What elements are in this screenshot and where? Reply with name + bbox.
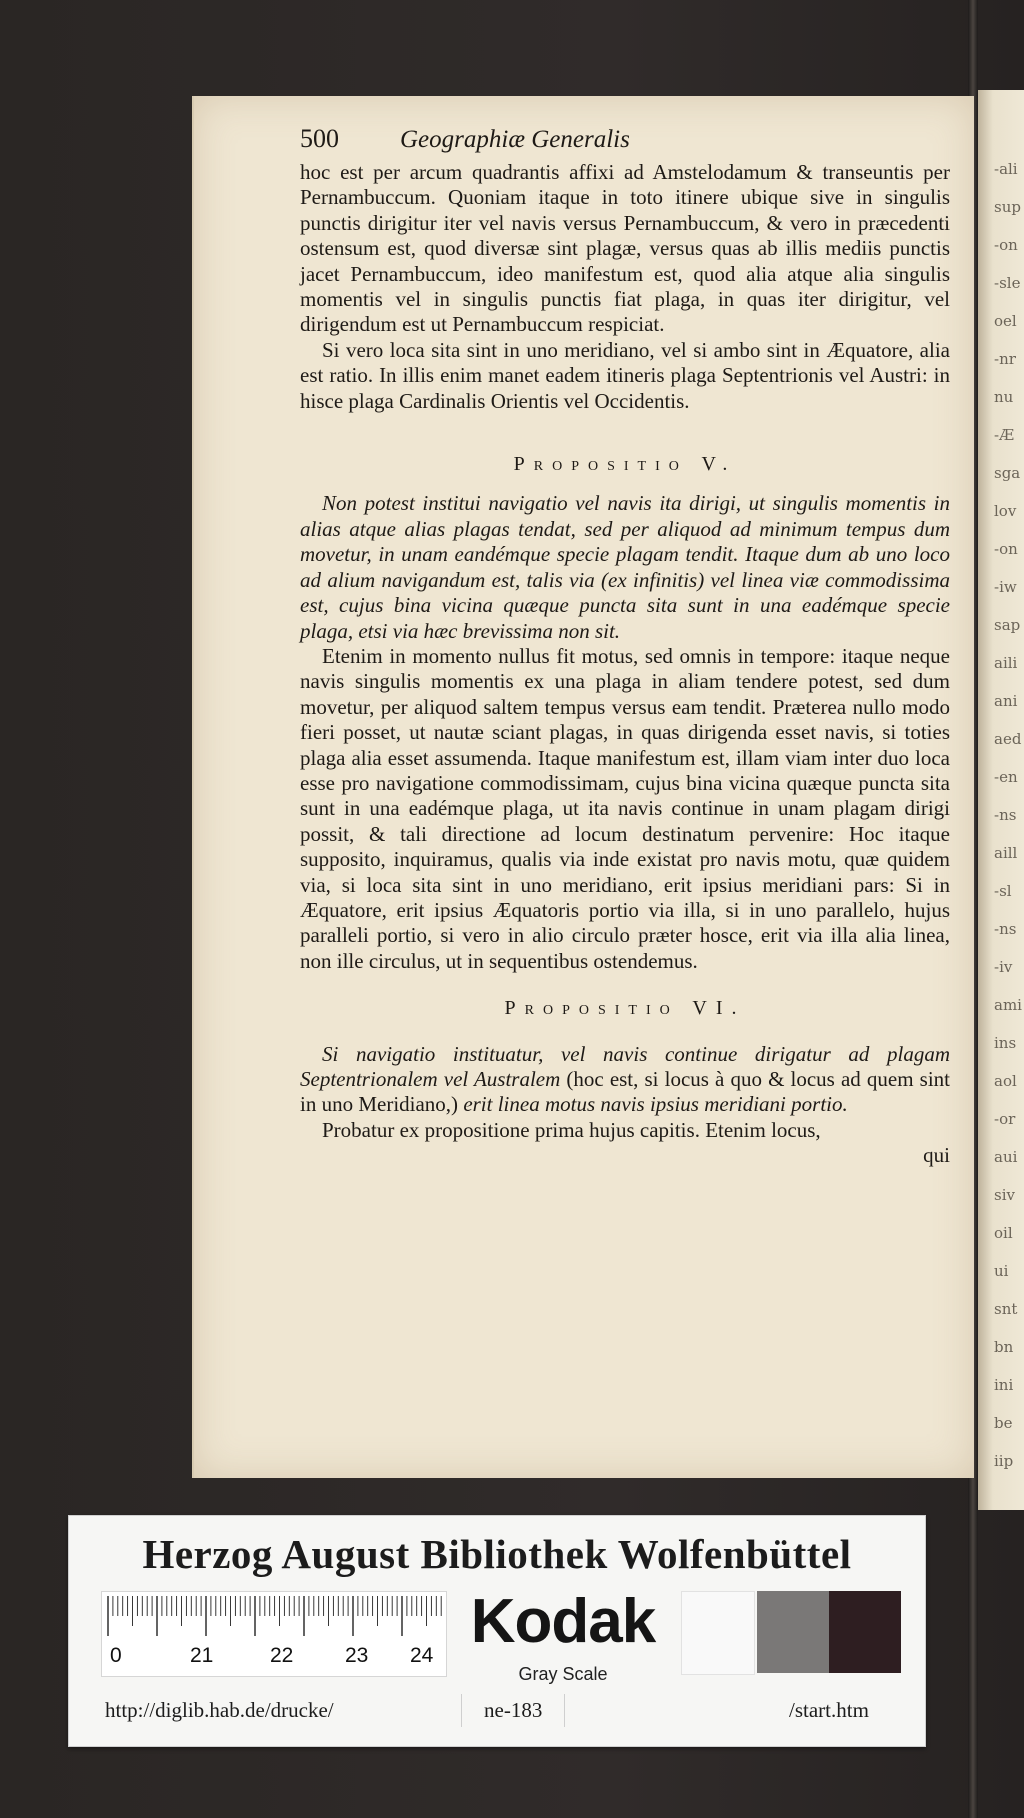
gray-scale-caption: Gray Scale — [518, 1664, 608, 1684]
neighbor-fragment: lov — [994, 502, 1017, 520]
running-title: Geographiæ Generalis — [400, 126, 630, 153]
ruler-label-21: 21 — [190, 1644, 214, 1667]
neighbor-fragment: -iv — [994, 958, 1013, 976]
neighbor-fragment: ami — [994, 996, 1022, 1014]
neighbor-fragment: nu — [994, 388, 1014, 406]
url-shelfmark: ne-183 — [461, 1694, 565, 1727]
neighbor-fragment: sap — [994, 616, 1021, 634]
url-suffix: /start.htm — [789, 1698, 869, 1722]
book-page — [192, 96, 974, 1478]
neighbor-fragment: -Æ — [994, 426, 1015, 444]
neighbor-fragment: -nr — [994, 350, 1016, 368]
neighbor-fragment: -on — [994, 236, 1018, 254]
proposition-v-body: Etenim in momento nullus fit motus, sed omnis in tempore: itaque neque navis singulis momentis ex una plaga in aliam tendere potest, sed dum movetur, per aliquod saltem tempus versus eam tendit. Præterea nullo modo fieri posset, ut nautæ sciant plagas, in quas dirigenda esset navis, si toties plaga alia esset assumenda. Itaque manifestum est, illam viam inter duo loca esse pro navigatione commodissimam, cujus bina vicina quæque puncta sita sunt in una eadémque plaga, ut ita navis continue in unam plagam dirigi possit, & tali directione ad locum destinatum pervenire: Hoc itaque supposito, inquiramus, qualis via inde existat pro navis motu, quæ quidem via, si loca sita sint in uno meridiano, erit ipsius meridiani pars: Si in Æquatore, erit ipsius Æquatoris portio via illa, si in uno parallelo, hujus paralleli portio, si vero in alio circulo præter hosce, erit via illa alia linea, non ille circulus, ut in sequentibus ostendemus. — [300, 643, 950, 973]
ruler — [101, 1591, 447, 1677]
neighbor-fragment: bn — [994, 1338, 1014, 1356]
proposition-vi-statement-italic: Si navigatio instituatur, vel navis continue dirigatur ad plagam Septentrionalem vel Australem — [300, 1041, 950, 1091]
neighbor-fragment: ui — [994, 1262, 1009, 1280]
target-card — [68, 1515, 926, 1747]
neighbor-fragment: siv — [994, 1186, 1015, 1204]
neighbor-fragment: sga — [994, 464, 1021, 482]
neighbor-fragment: -sl — [994, 882, 1012, 900]
gray-swatch-white — [681, 1591, 755, 1675]
neighbor-fragment: -ns — [994, 806, 1017, 824]
kodak-logo: Kodak — [470, 1587, 656, 1656]
neighbor-fragment: -ns — [994, 920, 1017, 938]
gray-swatch-dark — [829, 1591, 901, 1673]
neighbor-fragment: aol — [994, 1072, 1017, 1090]
neighbor-fragment: snt — [994, 1300, 1018, 1318]
ruler-label-23: 23 — [345, 1644, 369, 1667]
neighbor-fragment: sup — [994, 198, 1021, 216]
page-text-block — [300, 126, 950, 1169]
proposition-vi-statement — [300, 1042, 950, 1118]
neighbor-fragment: iip — [994, 1452, 1014, 1470]
neighbor-fragment: -sle — [994, 274, 1021, 292]
neighbor-fragment: aill — [994, 844, 1018, 862]
neighbor-fragment: -on — [994, 540, 1018, 558]
proposition-vi-statement-conclusion: erit linea motus navis ipsius meridiani portio. — [463, 1092, 848, 1117]
page-header — [300, 126, 950, 160]
paragraph-2: Si vero loca sita sint in uno meridiano, vel si ambo sint in Æquatore, alia est ratio. In illis enim manet eadem itineris plaga Septentrionis vel Austri: in hisce plaga Cardinalis Orientis vel Occidentis. — [300, 337, 950, 413]
neighbor-page-strip — [976, 90, 1024, 1510]
neighbor-fragment: oel — [994, 312, 1017, 330]
neighbor-fragment: -iw — [994, 578, 1017, 596]
neighbor-fragment: aili — [994, 654, 1018, 672]
neighbor-fragment: ins — [994, 1034, 1017, 1052]
ruler-label-0: 0 — [110, 1644, 122, 1667]
proposition-v-statement: Non potest institui navigatio vel navis ita dirigi, ut singulis momentis in alias atque alias plagas tendat, sed per aliquod ad minimum tempus dum movetur, in unam eandémque specie plagam tendit. Itaque dum ab uno loco ad alium navigandum est, talis via (ex infinitis) vel linea viæ commodissima est, cujus bina vicina quæque puncta sita sunt in una eadémque specie plaga, etsi via hæc brevissima non sit. — [300, 491, 950, 643]
gray-swatch-mid — [757, 1591, 829, 1673]
neighbor-fragment: oil — [994, 1224, 1013, 1242]
ruler-label-24: 24 — [410, 1644, 434, 1667]
catchword: qui — [923, 1143, 950, 1168]
proposition-vi-statement-roman: (hoc est, si locus à quo & locus ad quem sint in uno Meridiano,) — [300, 1067, 950, 1117]
neighbor-fragment: be — [994, 1414, 1013, 1432]
neighbor-fragment: aed — [994, 730, 1022, 748]
neighbor-fragment: ini — [994, 1376, 1014, 1394]
paragraph-1: hoc est per arcum quadrantis affixi ad Amstelodamum & transeuntis per Pernambuccum. Quoniam itaque in toto itinere ubique sive in singulis punctis dirigitur iter vel navis versus Pernambuccum, & vero in præcedenti ostensum est, quod diversæ sint plagæ, versus quas ab illis mediis punctis jacet Pernambuccum, ideo manifestum est, quod alia atque alia singulis momentis vel in singulis punctis fiat plaga, in quas iter dirigitur, vel dirigendum est ut Pernambuccum respiciat. — [300, 160, 950, 337]
neighbor-fragment: -or — [994, 1110, 1016, 1128]
proposition-v-heading: Propositio V. — [513, 453, 737, 476]
institution-name: Herzog August Bibliothek Wolfenbüttel — [142, 1531, 852, 1577]
neighbor-fragment: ani — [994, 692, 1018, 710]
proposition-vi-body: Probatur ex propositione prima hujus capitis. Etenim locus, — [322, 1117, 821, 1142]
url-prefix: http://diglib.hab.de/drucke/ — [105, 1698, 334, 1722]
neighbor-fragment: aui — [994, 1148, 1018, 1166]
proposition-vi-heading: Propositio VI. — [504, 997, 746, 1020]
page-number: 500 — [300, 124, 339, 153]
ruler-label-22: 22 — [270, 1644, 294, 1667]
neighbor-fragment: -ali — [994, 160, 1018, 178]
neighbor-fragment: -en — [994, 768, 1018, 786]
